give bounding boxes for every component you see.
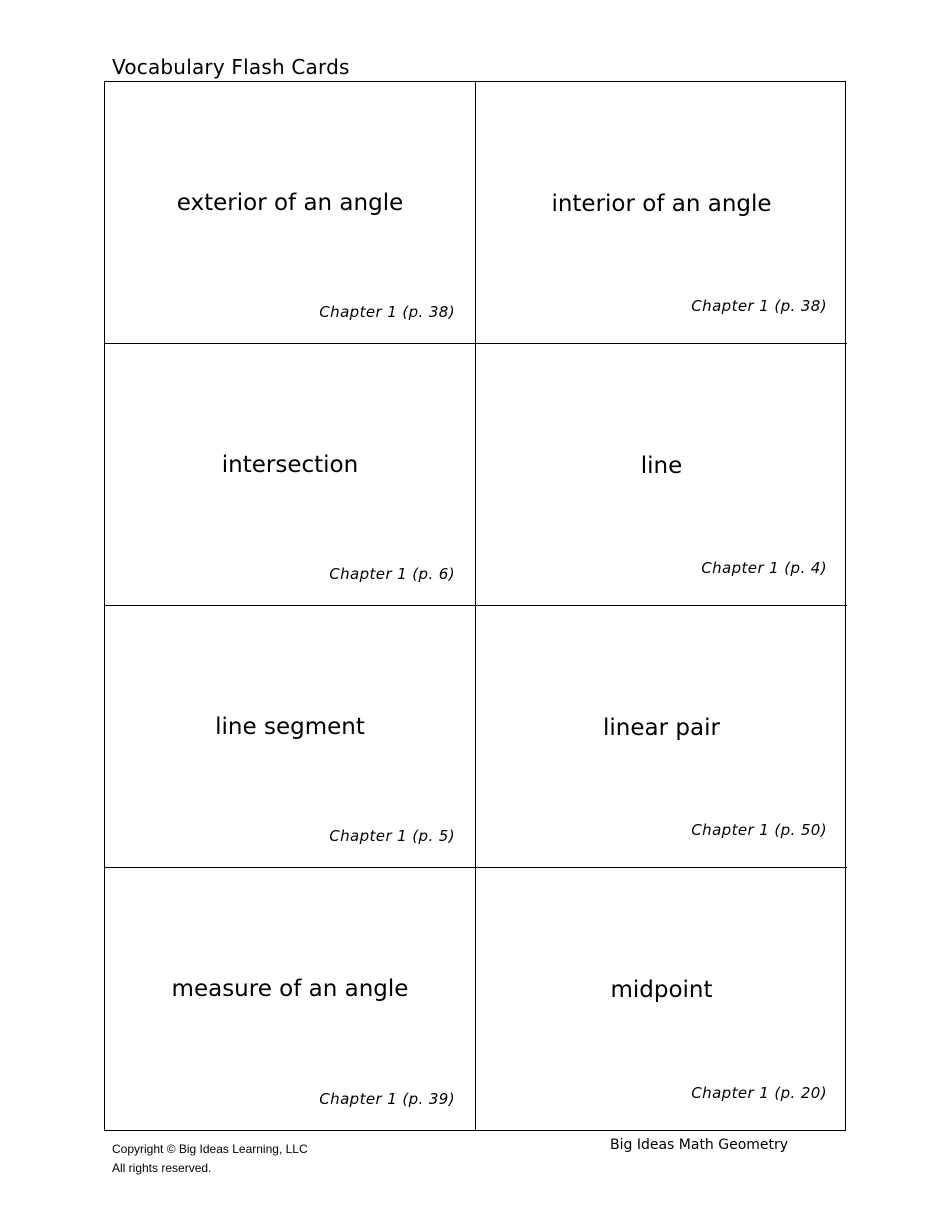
flash-card[interactable]	[476, 344, 847, 606]
flash-card[interactable]	[105, 82, 476, 344]
card-term: line	[640, 453, 683, 479]
card-term: line segment	[215, 714, 365, 740]
card-reference: Chapter 1 (p. 39)	[319, 1090, 455, 1108]
card-reference: Chapter 1 (p. 5)	[329, 827, 455, 845]
card-term: midpoint	[610, 977, 713, 1003]
card-reference: Chapter 1 (p. 50)	[691, 821, 827, 839]
rights-line: All rights reserved.	[112, 1161, 212, 1175]
flash-card[interactable]	[105, 344, 476, 606]
book-title: Big Ideas Math Geometry	[610, 1137, 789, 1153]
flash-card[interactable]	[476, 868, 847, 1130]
flash-card-grid	[104, 81, 846, 1131]
card-term: interior of an angle	[551, 191, 772, 217]
flash-card[interactable]	[476, 606, 847, 868]
card-reference: Chapter 1 (p. 38)	[319, 303, 455, 321]
card-reference: Chapter 1 (p. 20)	[691, 1084, 827, 1102]
card-term: exterior of an angle	[176, 190, 404, 216]
copyright-line: Copyright © Big Ideas Learning, LLC	[112, 1142, 308, 1156]
card-term: intersection	[221, 452, 359, 478]
flash-card[interactable]	[476, 82, 847, 344]
flash-card[interactable]	[105, 868, 476, 1130]
page-title: Vocabulary Flash Cards	[112, 55, 350, 79]
card-reference: Chapter 1 (p. 4)	[701, 559, 827, 577]
copyright-notice	[112, 1140, 308, 1178]
flash-card[interactable]	[105, 606, 476, 868]
card-term: linear pair	[603, 715, 720, 741]
card-term: measure of an angle	[171, 976, 409, 1002]
card-reference: Chapter 1 (p. 38)	[691, 297, 827, 315]
card-reference: Chapter 1 (p. 6)	[329, 565, 455, 583]
